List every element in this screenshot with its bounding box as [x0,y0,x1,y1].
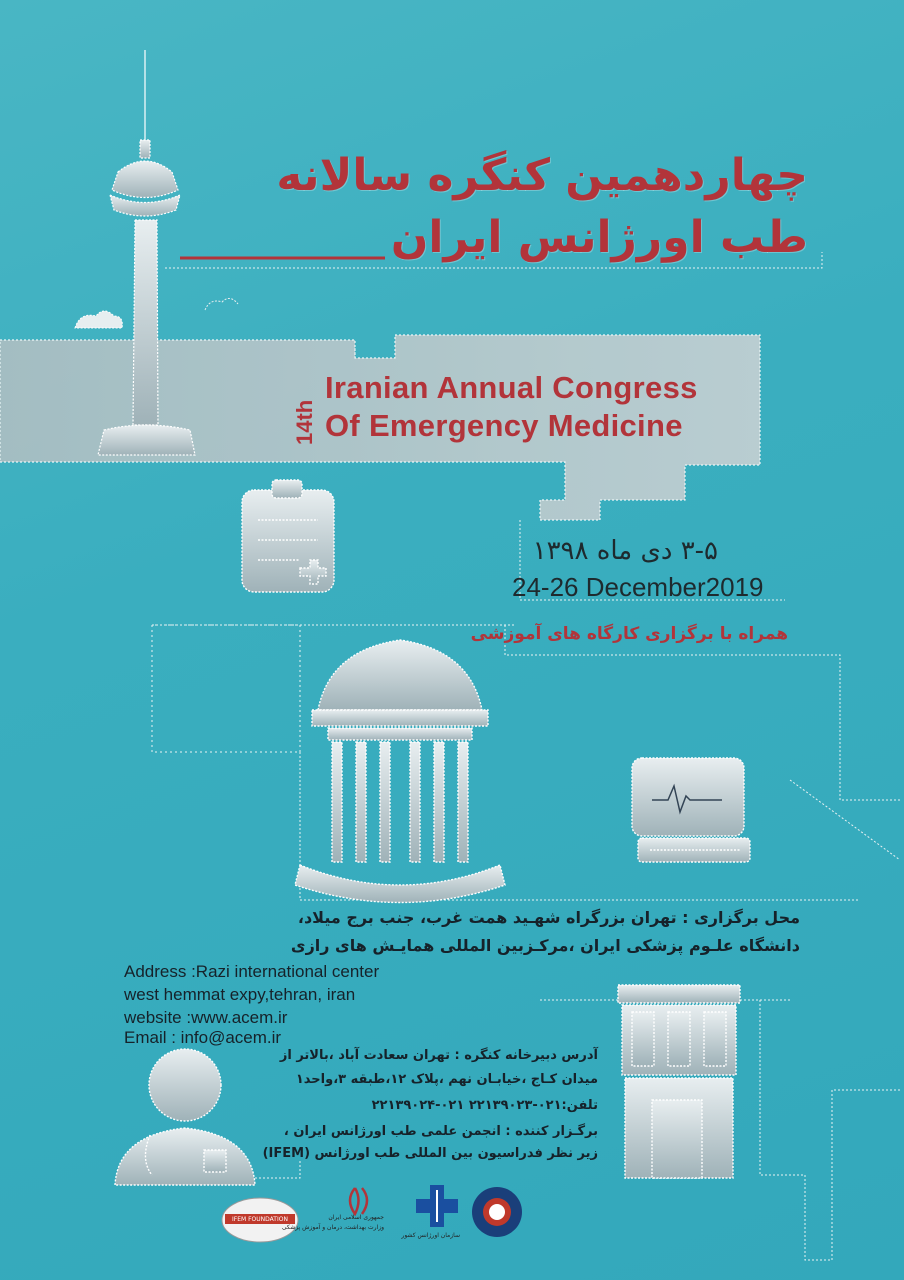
organizer-line1: برگـزار کننده : انجمن علمی طب اورژانس ایران ، [283,1124,598,1139]
workshops-fa: همراه با برگزاری کارگاه های آموزشی [470,624,788,644]
title-en-line1: Iranian Annual Congress [325,370,698,405]
date-en: 24-26 December2019 [512,572,764,602]
tower-building-icon [618,985,740,1178]
address-en-line2: west hemmat expy,tehran, iran [124,985,356,1004]
logo-iran-ministry [350,1188,367,1214]
cloud-icon-2 [205,298,238,310]
tomb-dome-icon [295,640,505,903]
logo-ministry-text: جمهوری اسلامی ایران [328,1214,384,1221]
address-en: Address :Razi international center [124,962,380,981]
date-fa: ۳-۵ دی ماه ۱۳۹۸ [532,536,718,566]
monitor-ecg-icon [632,758,750,862]
cloud-icon [75,311,122,328]
email: Email : info@acem.ir [124,1028,282,1047]
logo-ems-text: سازمان اورژانس کشور [401,1232,460,1239]
logo-ems [416,1185,458,1227]
venue-fa-line2: دانشگاه علـوم پزشکی ایران ،مرکـزبین المللی همایـش های رازی [290,936,800,955]
venue-fa-line1: محل برگزاری : تهران بزرگراه شهـید همت غرب، جنب برج میلاد، [297,908,800,927]
title-fa-line2: طب اورژانس ایران [390,212,808,263]
logo-acem [472,1187,522,1237]
organizer-line2: زیر نظر فدراسیون بین المللی طب اورژانس (IFEM) [262,1146,598,1161]
title-en-line2: Of Emergency Medicine [325,408,683,443]
logo-ministry-sub: وزارت بهداشت، درمان و آموزش پزشکی [281,1224,384,1231]
clipboard-icon [242,480,334,592]
logo-ifem-text: IFEM FOUNDATION [232,1216,288,1223]
title-fa-line1: چهاردهمین کنگره سالانه [276,150,808,201]
phone-line: تلفن:۰۲۱-۲۲۱۳۹۰۲۳ ۰۲۱-۲۲۱۳۹۰۲۴ [371,1098,598,1113]
website: website :www.acem.ir [124,1008,288,1027]
edition-label: 14th [292,399,317,445]
secretariat-line2: میدان کـاج ،خیابـان نهم ،پلاک ۱۲،طبقه ۳،واحد۱ [295,1072,598,1087]
secretariat-line1: آدرس دبیرخانه کنگره : تهران سعادت آباد ،بالاتر از [279,1048,598,1063]
doctor-icon [115,1049,255,1185]
